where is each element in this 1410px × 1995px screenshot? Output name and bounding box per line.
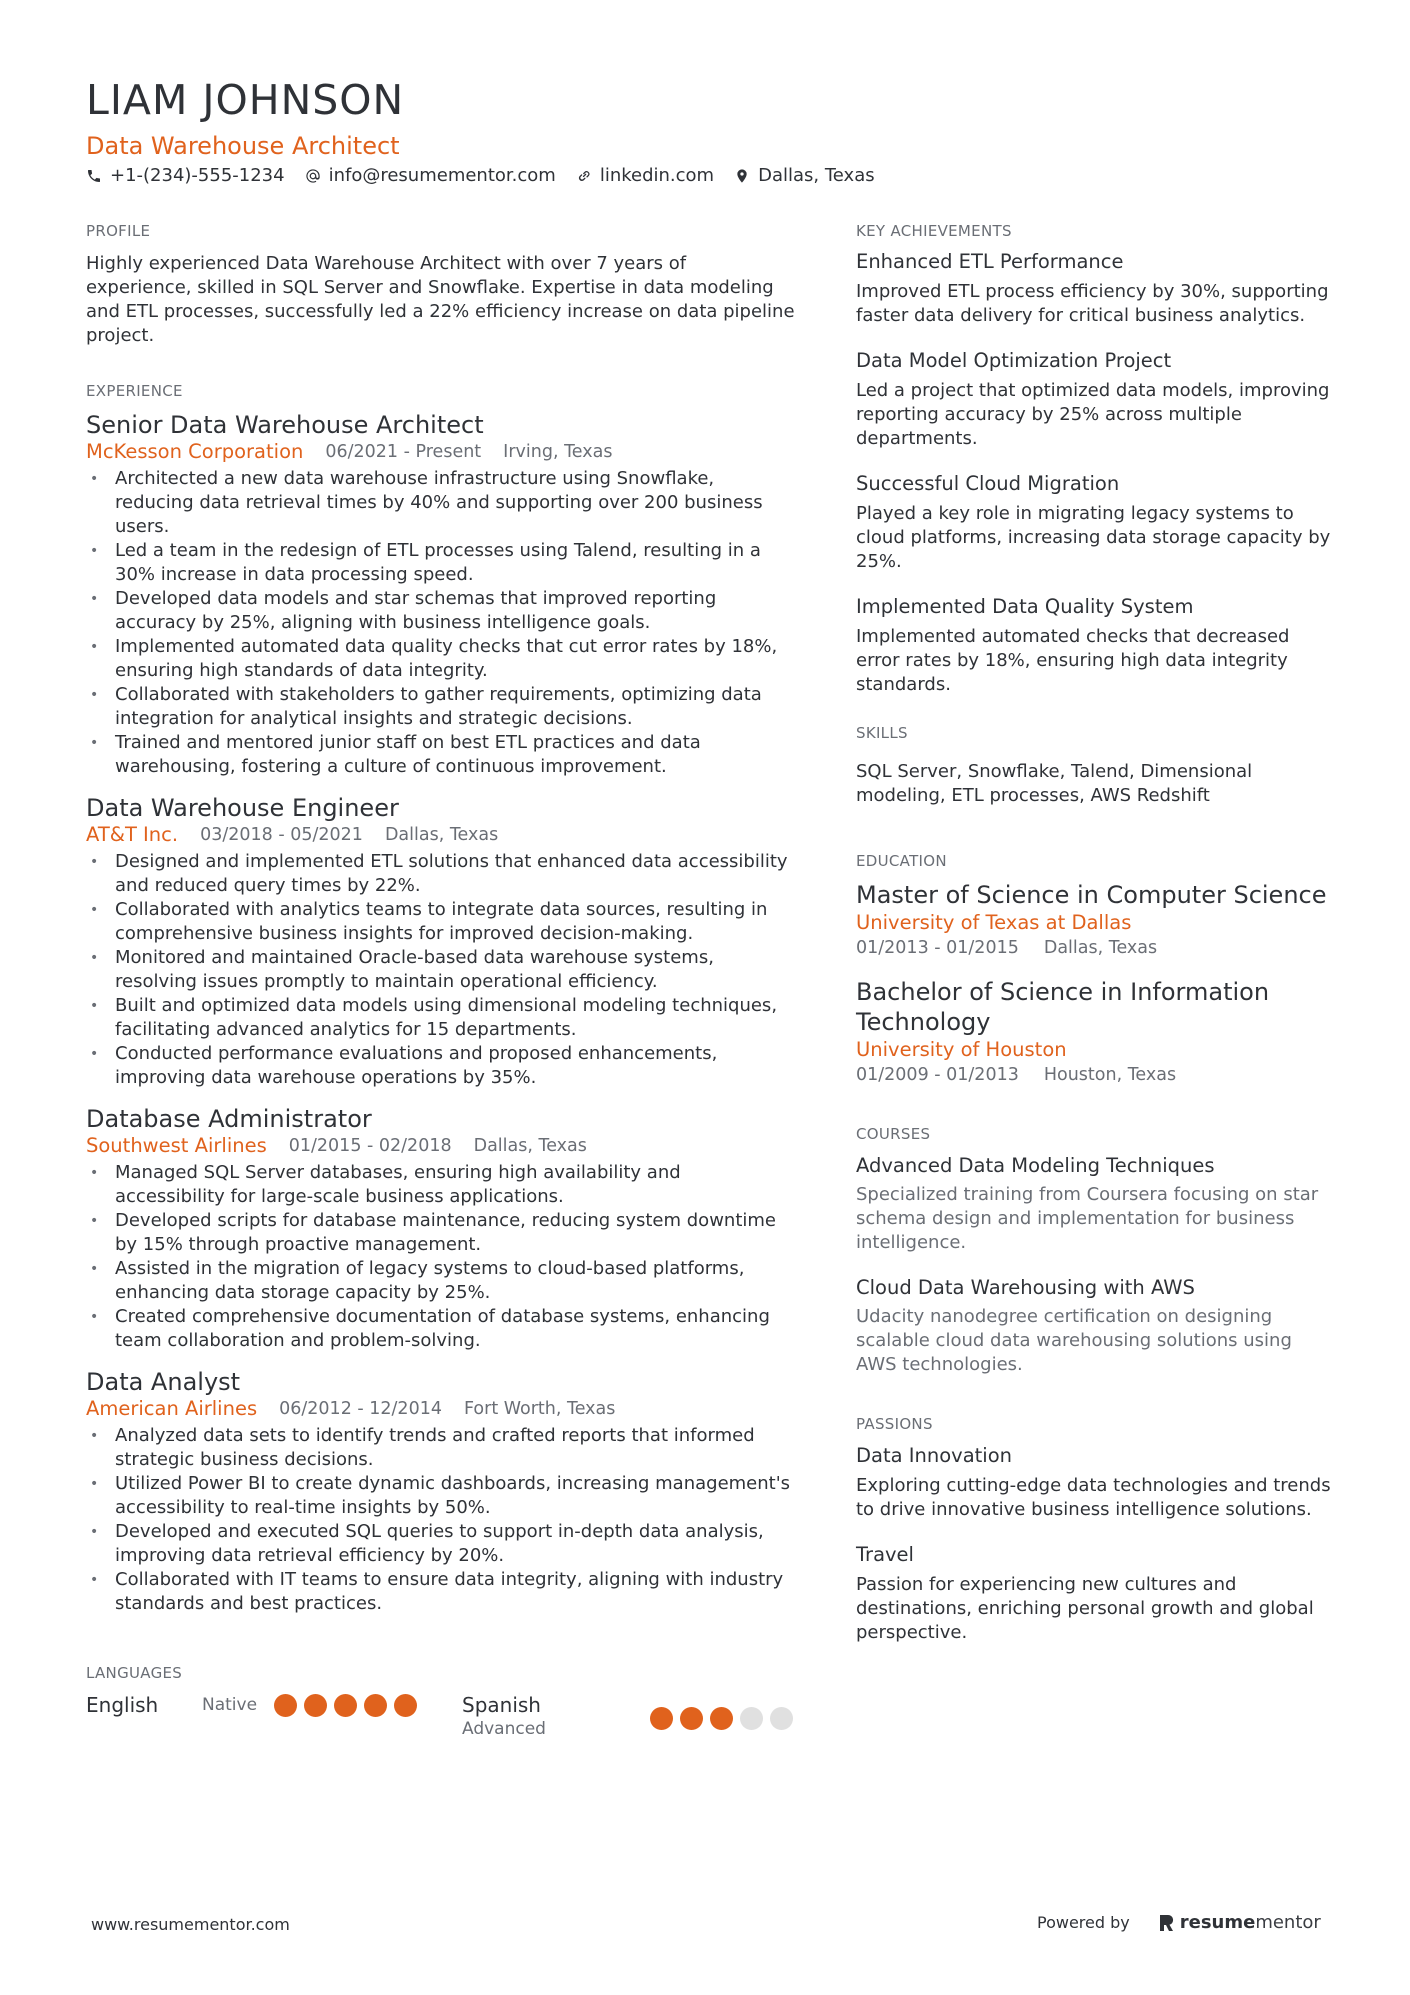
achievement-desc: Led a project that optimized data models, improving reporting accuracy by 25% across multiple departments. [856,380,1330,449]
courses-heading: COURSES [856,1125,931,1143]
location-text: Dallas, Texas [758,165,875,186]
languages-heading: LANGUAGES [86,1664,183,1682]
job-dates: 01/2015 - 02/2018 [288,1136,452,1156]
contact-bar [86,165,875,186]
footer-website[interactable]: www.resumementor.com [91,1915,290,1934]
education-meta [856,1063,1336,1087]
rating-dot [710,1707,733,1730]
job-bullet: • Managed SQL Server databases, ensuring high availability and accessibility for large-scale business applications. [86,1161,796,1209]
education-item [856,880,1336,960]
language-level: Advanced [462,1719,546,1739]
job-bullet: • Collaborated with IT teams to ensure data integrity, aligning with industry standards and best practices. [86,1568,796,1616]
language-level: Native [202,1695,258,1715]
education-location: Dallas, Texas [1043,938,1158,958]
education-school: University of Texas at Dallas [856,911,1132,934]
course-title: Advanced Data Modeling Techniques [856,1154,1215,1177]
job-bullet: • Built and optimized data models using dimensional modeling techniques, facilitating advanced analytics for 15 departments. [86,994,796,1042]
candidate-title: Data Warehouse Architect [86,132,400,160]
contact-phone [86,165,285,186]
course-desc: Udacity nanodegree certification on designing scalable cloud data warehousing solutions using AWS technologies. [856,1306,1292,1375]
achievements-heading: KEY ACHIEVEMENTS [856,222,1012,240]
language-name: English [86,1693,159,1717]
job-bullet: • Developed data models and star schemas that improved reporting accuracy by 25%, aligning with business intelligence goals. [86,587,796,635]
language-rating [274,1692,417,1718]
skills-text: SQL Server, Snowflake, Talend, Dimensional modeling, ETL processes, AWS Redshift [856,761,1253,806]
job-bullet: • Led a team in the redesign of ETL processes using Talend, resulting in a 30% increase in data processing speed. [86,539,796,587]
rating-dot [334,1694,357,1717]
job-meta [86,1397,796,1421]
job-meta [86,823,796,847]
job-bullet: • Conducted performance evaluations and proposed enhancements, improving data warehouse operations by 35%. [86,1042,796,1090]
experience-section [86,382,796,1616]
job-bullet: • Collaborated with stakeholders to gather requirements, optimizing data integration for analytical insights and strategic decisions. [86,683,796,731]
contact-email[interactable] [305,165,556,186]
at-icon [305,168,321,184]
job-title: Senior Data Warehouse Architect [86,411,484,439]
job-meta [86,1134,796,1158]
job-company: McKesson Corporation [86,440,304,463]
job-title: Data Warehouse Engineer [86,794,399,822]
job-dates: 06/2021 - Present [325,442,482,462]
skills-heading: SKILLS [856,724,908,742]
job-entry [86,793,796,1090]
job-bullets [86,1161,796,1353]
job-dates: 06/2012 - 12/2014 [279,1399,442,1419]
rating-dot [770,1707,793,1730]
link-icon [576,168,592,184]
phone-icon [86,168,102,184]
course-title: Cloud Data Warehousing with AWS [856,1276,1195,1299]
job-location: Dallas, Texas [473,1136,587,1156]
job-bullet: • Implemented automated data quality checks that cut error rates by 18%, ensuring high standards of data integrity. [86,635,796,683]
job-bullet: • Developed and executed SQL queries to support in-depth data analysis, improving data retrieval efficiency by 20%. [86,1520,796,1568]
brand-bold: resume [1179,1912,1256,1933]
passions-section [856,1415,1336,1645]
language-list [86,1692,796,1742]
job-title: Data Analyst [86,1368,241,1396]
passion-item [856,1443,1336,1522]
job-bullet: • Utilized Power BI to create dynamic dashboards, increasing management's accessibility to real-time insights by 50%. [86,1472,796,1520]
rating-dot [740,1707,763,1730]
job-dates: 03/2018 - 05/2021 [200,825,363,845]
job-company: Southwest Airlines [86,1134,267,1157]
language-rating [650,1705,793,1731]
achievement-desc: Played a key role in migrating legacy systems to cloud platforms, increasing data storage capacity by 25%. [856,503,1331,572]
job-entry [86,410,796,779]
profile-section [86,222,796,348]
email-text: info@resumementor.com [328,165,556,186]
brand-logo[interactable] [1158,1912,1321,1933]
linkedin-text: linkedin.com [599,165,715,186]
languages-section [86,1664,796,1742]
courses-section [856,1125,1336,1377]
job-bullet: • Developed scripts for database maintenance, reducing system downtime by 15% through proactive management. [86,1209,796,1257]
education-section [856,852,1336,1087]
rating-dot [364,1694,387,1717]
education-heading: EDUCATION [856,852,947,870]
rating-dot [680,1707,703,1730]
passion-desc: Exploring cutting-edge data technologies and trends to drive innovative business intelligence solutions. [856,1475,1331,1520]
contact-location [734,165,875,186]
job-company: AT&T Inc. [86,823,179,846]
rating-dot [304,1694,327,1717]
achievements-section [856,222,1336,697]
achievement-title: Implemented Data Quality System [856,595,1194,618]
footer-brand [1037,1912,1321,1933]
left-column [86,222,796,1742]
achievement-item [856,594,1336,697]
job-entry [86,1367,796,1616]
job-bullet: • Collaborated with analytics teams to integrate data sources, resulting in comprehensive business insights for improved decision-making. [86,898,796,946]
achievement-title: Data Model Optimization Project [856,349,1172,372]
rating-dot [650,1707,673,1730]
phone-text: +1-(234)-555-1234 [110,165,285,186]
job-bullet: • Architected a new data warehouse infrastructure using Snowflake, reducing data retrieval times by 40% and supporting over 200 business users. [86,467,796,539]
achievement-title: Enhanced ETL Performance [856,250,1124,273]
job-meta [86,440,796,464]
job-location: Fort Worth, Texas [463,1399,616,1419]
education-dates: 01/2009 - 01/2013 [856,1065,1019,1085]
course-desc: Specialized training from Coursera focusing on star schema design and implementation for business intelligence. [856,1184,1319,1253]
brand-light: mentor [1255,1912,1321,1933]
language-item [86,1692,462,1718]
education-dates: 01/2013 - 01/2015 [856,938,1019,958]
passion-title: Travel [856,1543,914,1566]
education-location: Houston, Texas [1043,1065,1177,1085]
language-item [462,1692,793,1742]
right-column [856,222,1336,1665]
job-bullet: • Designed and implemented ETL solutions that enhanced data accessibility and reduced query times by 22%. [86,850,796,898]
contact-linkedin[interactable] [576,165,714,186]
course-list [856,1153,1336,1377]
job-bullets [86,467,796,779]
job-list [86,410,796,1616]
passion-list [856,1443,1336,1645]
achievement-item [856,471,1336,574]
education-school: University of Houston [856,1038,1067,1061]
candidate-name: LIAM JOHNSON [86,76,405,124]
powered-by-label: Powered by [1037,1913,1130,1932]
education-list [856,880,1336,1087]
skills-section [856,724,1336,808]
job-bullet: • Created comprehensive documentation of database systems, enhancing team collaboration and problem-solving. [86,1305,796,1353]
job-bullet: • Assisted in the migration of legacy systems to cloud-based platforms, enhancing data storage capacity by 25%. [86,1257,796,1305]
resumementor-logo-icon [1158,1914,1174,1932]
achievement-item [856,348,1336,451]
education-degree: Master of Science in Computer Science [856,881,1327,909]
achievement-title: Successful Cloud Migration [856,472,1120,495]
job-bullets [86,1424,796,1616]
passion-title: Data Innovation [856,1444,1012,1467]
education-item [856,977,1336,1087]
passion-item [856,1542,1336,1645]
achievement-desc: Implemented automated checks that decreased error rates by 18%, ensuring high data integrity standards. [856,626,1290,695]
job-location: Irving, Texas [503,442,613,462]
job-title: Database Administrator [86,1105,372,1133]
achievement-list [856,249,1336,697]
achievement-desc: Improved ETL process efficiency by 30%, supporting faster data delivery for critical business analytics. [856,281,1329,326]
rating-dot [394,1694,417,1717]
achievement-item [856,249,1336,328]
job-bullet: • Monitored and maintained Oracle-based data warehouse systems, resolving issues promptly to maintain operational efficiency. [86,946,796,994]
profile-text: Highly experienced Data Warehouse Architect with over 7 years of experience, skilled in SQL Server and Snowflake. Expertise in data modeling and ETL processes, successfully led a 22% efficiency increase on data pipeline project. [86,253,795,346]
experience-heading: EXPERIENCE [86,382,183,400]
education-degree: Bachelor of Science in Information Technology [856,978,1270,1036]
rating-dot [274,1694,297,1717]
profile-heading: PROFILE [86,222,151,240]
course-item [856,1153,1336,1255]
job-entry [86,1104,796,1353]
language-name: Spanish [462,1693,541,1717]
course-item [856,1275,1336,1377]
job-location: Dallas, Texas [384,825,499,845]
education-meta [856,936,1336,960]
job-bullet: • Analyzed data sets to identify trends and crafted reports that informed strategic business decisions. [86,1424,796,1472]
job-company: American Airlines [86,1397,258,1420]
passion-desc: Passion for experiencing new cultures and destinations, enriching personal growth and global perspective. [856,1574,1314,1643]
job-bullets [86,850,796,1090]
location-pin-icon [734,168,750,184]
passions-heading: PASSIONS [856,1415,933,1433]
job-bullet: • Trained and mentored junior staff on best ETL practices and data warehousing, fostering a culture of continuous improvement. [86,731,796,779]
